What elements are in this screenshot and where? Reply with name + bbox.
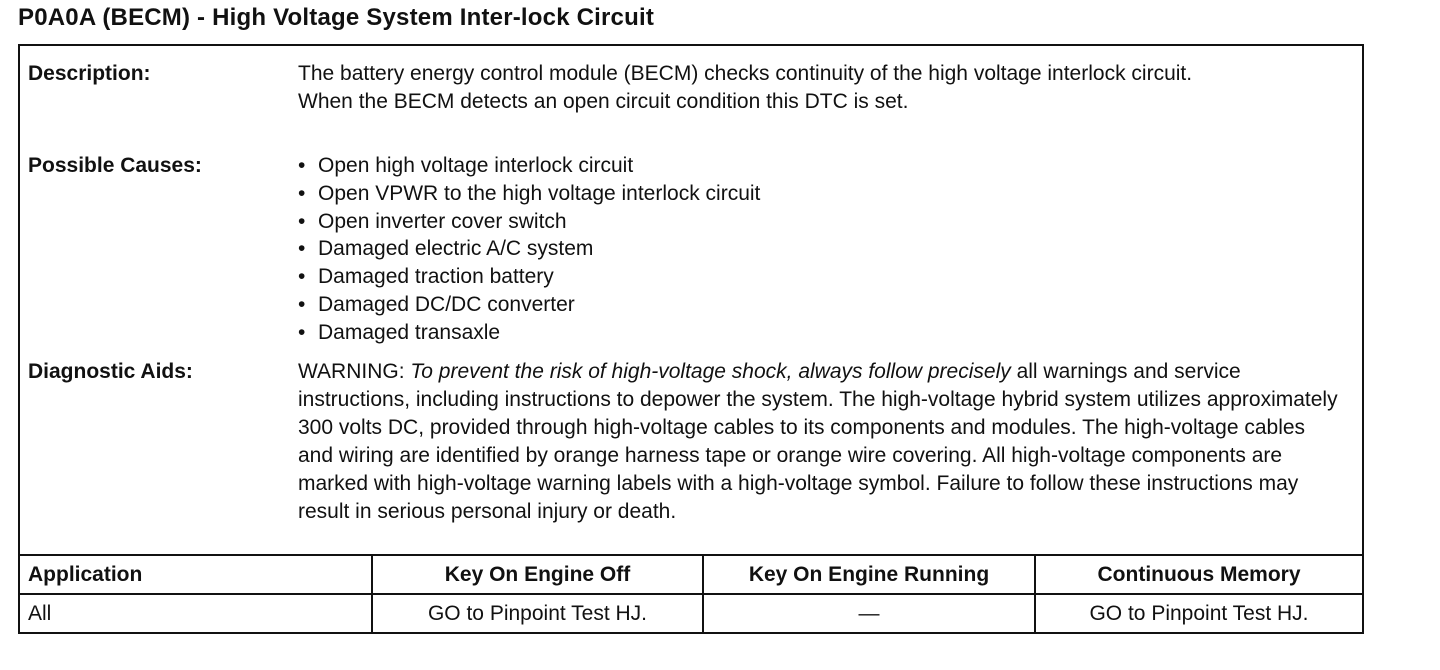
header-key-on-engine-off: Key On Engine Off [372,555,703,594]
cause-text: Open inverter cover switch [318,209,567,233]
list-item [298,180,760,208]
cause-text: Damaged traction battery [318,265,554,289]
list-item [298,263,760,291]
cause-text: Damaged electric A/C system [318,237,594,261]
diagnostic-aids-text [298,358,1338,526]
list-item [298,235,760,263]
list-item [298,319,760,347]
dtc-info-box [18,44,1364,634]
possible-causes-list [298,152,760,347]
header-application: Application [20,555,372,594]
cell-key-on-engine-running: — [703,594,1035,632]
header-key-on-engine-running: Key On Engine Running [703,555,1035,594]
cell-continuous-memory: GO to Pinpoint Test HJ. [1035,594,1362,632]
bullet-icon: • [298,209,306,233]
bullet-icon: • [298,292,306,316]
warning-italic-text: To prevent the risk of high-voltage shock, always follow precisely [410,360,1011,383]
table-header-row [20,555,1362,594]
bullet-icon: • [298,181,306,205]
warning-prefix: WARNING: [298,360,411,383]
bullet-icon: • [298,320,306,344]
bullet-icon: • [298,237,306,261]
possible-causes-label: Possible Causes: [28,154,202,177]
application-table [20,554,1362,632]
cause-text: Open high voltage interlock circuit [318,154,634,177]
warning-body-text: all warnings and service instructions, including instructions to depower the system. The high-voltage hybrid system utilizes approximately 300 volts DC, provided through high-voltage cables to its components and modules. The high-voltage cables and wiring are identified by orange harness tape or orange wire covering. All high-voltage components are marked with high-voltage warning labels with a high-voltage symbol. Failure to follow these instructions may result in serious personal injury or death. [298,360,1338,523]
list-item [298,208,760,236]
description-text [298,60,1338,116]
cause-text: Damaged transaxle [318,320,501,344]
bullet-icon: • [298,154,306,177]
description-label: Description: [28,62,151,85]
cell-key-on-engine-off: GO to Pinpoint Test HJ. [372,594,703,632]
table-row [20,594,1362,632]
list-item [298,291,760,319]
description-line-2: When the BECM detects an open circuit condition this DTC is set. [298,90,909,113]
cause-text: Open VPWR to the high voltage interlock circuit [318,181,761,205]
cell-application: All [20,594,372,632]
list-item [298,152,760,180]
diagnostic-aids-label: Diagnostic Aids: [28,360,193,383]
header-continuous-memory: Continuous Memory [1035,555,1362,594]
cause-text: Damaged DC/DC converter [318,292,575,316]
description-line-1: The battery energy control module (BECM) checks continuity of the high voltage interlock circuit. [298,62,1193,85]
bullet-icon: • [298,265,306,289]
page-title: P0A0A (BECM) - High Voltage System Inter-lock Circuit [18,4,655,31]
